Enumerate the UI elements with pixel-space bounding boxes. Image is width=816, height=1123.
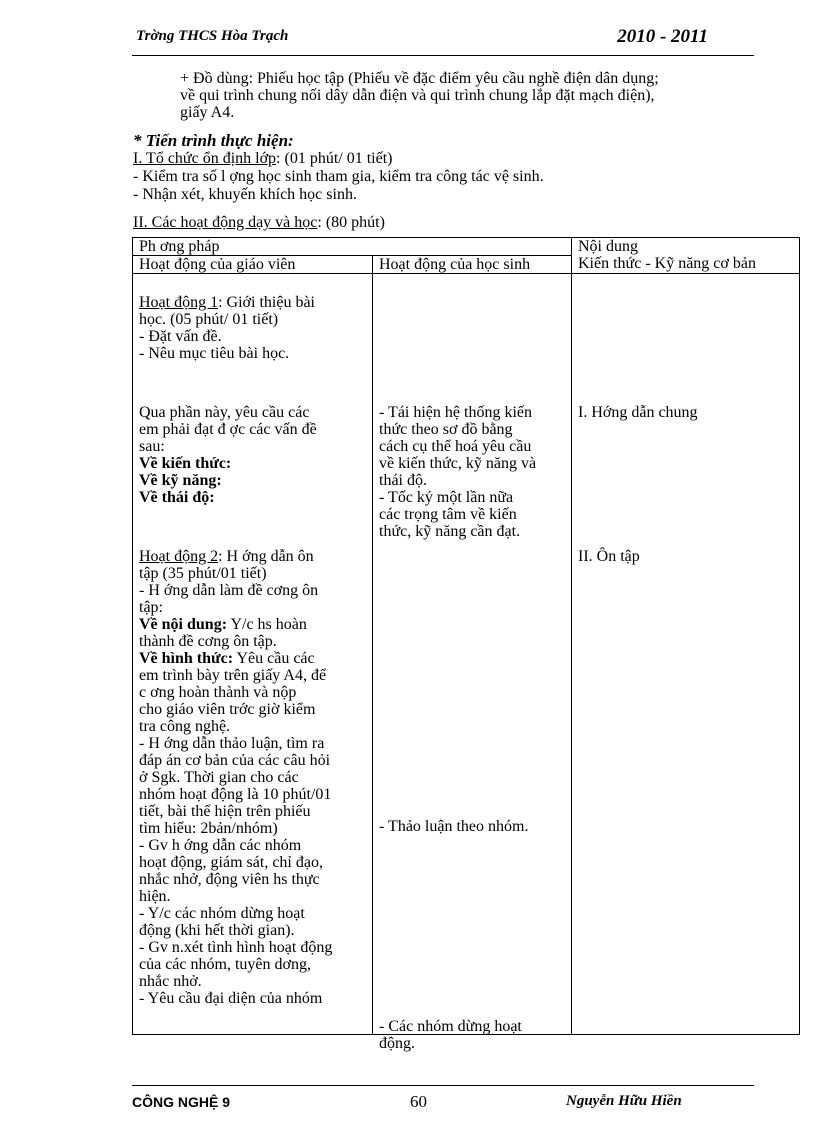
- activity-1-line: - Đặt vấn đề.: [139, 328, 222, 345]
- form-line: tra công nghệ.: [139, 718, 231, 735]
- activity-2-line: tập (35 phút/01 tiết): [139, 565, 267, 582]
- header-content-1: Nội dung: [578, 238, 638, 255]
- guide-line: ở Sgk. Thời gian cho các: [139, 769, 299, 786]
- activity-1-block: [139, 294, 366, 362]
- activity-2-block: [139, 548, 366, 1007]
- student-line: thức, kỹ năng cần đạt.: [379, 523, 521, 540]
- content-line-2: thành đề cơng ôn tập.: [139, 633, 277, 650]
- student-line: - Các nhóm dừng hoạt: [379, 1018, 522, 1035]
- header-teacher-cell: [133, 256, 373, 274]
- header-student-cell: [373, 256, 572, 274]
- activity-1-line: - Nêu mục tiêu bài học.: [139, 345, 290, 362]
- student-line: thái độ.: [379, 472, 427, 489]
- process-title: * Tiến trình thực hiện:: [133, 131, 294, 150]
- guide-line: nhắc nhở.: [139, 973, 202, 990]
- form-line: em trình bày trên giấy A4, để: [139, 667, 327, 684]
- header-student: Hoạt động của học sinh: [379, 256, 531, 273]
- guide-line: đáp án cơ bản của các câu hỏi: [139, 752, 331, 769]
- guide-line: - Yêu cầu đại diện của nhóm: [139, 990, 323, 1007]
- form-line: cho giáo viên trớc giờ kiểm: [139, 701, 316, 718]
- section-1-item-2: - Nhận xét, khuyến khích học sinh.: [133, 186, 357, 203]
- header-method: Ph ơng pháp: [139, 238, 220, 255]
- student-line: cách cụ thể hoá yêu cầu: [379, 438, 532, 455]
- form-label: Về hình thức:: [139, 650, 234, 667]
- student-block-2: [379, 818, 565, 835]
- section-1-time: : (01 phút/ 01 tiết): [276, 150, 393, 167]
- activity-2-title: Hoạt động 2: [139, 548, 219, 565]
- student-line: về kiến thức, kỹ năng và: [379, 455, 537, 472]
- student-column: [373, 274, 572, 1052]
- guide-line: hoạt động, giám sát, chỉ đạo,: [139, 854, 323, 871]
- goal-line: Qua phần này, yêu cầu các: [139, 404, 310, 421]
- form-line: c ơng hoàn thành và nộp: [139, 684, 297, 701]
- student-line: - Tốc ký một lần nữa: [379, 489, 514, 506]
- guide-line: động (khi hết thời gian).: [139, 922, 295, 939]
- footer-divider: [132, 1085, 754, 1086]
- materials-line-3: giấy A4.: [180, 104, 235, 121]
- guide-line: - Y/c các nhóm dừng hoạt: [139, 905, 305, 922]
- content-part-1: I. Hớng dẫn chung: [578, 404, 698, 421]
- activity-2-line: - H ớng dẫn làm đề cơng ôn: [139, 582, 319, 599]
- guide-line: nhắc nhở, động viên hs thực: [139, 871, 320, 888]
- guide-line: - H ớng dẫn thảo luận, tìm ra: [139, 735, 325, 752]
- content-rest: Y/c hs hoàn: [227, 616, 307, 633]
- header-content-2: Kiến thức - Kỹ năng cơ bản: [578, 255, 756, 272]
- student-line: thức theo sơ đồ bằng: [379, 421, 513, 438]
- content-label: Về nội dung:: [139, 616, 228, 633]
- goal-line: em phải đạt đ ợc các vấn đề: [139, 421, 317, 438]
- student-line: động.: [379, 1035, 415, 1052]
- activity-1-line: học. (05 phút/ 01 tiết): [139, 311, 279, 328]
- section-2-title: II. Các hoạt động dạy và học: [133, 214, 318, 231]
- goals-block: [139, 404, 366, 506]
- section-2-time: : (80 phút): [317, 214, 385, 231]
- activity-1-rest: : Giới thiệu bài: [218, 294, 315, 311]
- school-year: 2010 - 2011: [617, 26, 708, 47]
- page-number: 60: [410, 1092, 427, 1111]
- student-line: các trọng tâm về kiến: [379, 506, 517, 523]
- guide-line: - Gv h ớng dẫn các nhóm: [139, 837, 302, 854]
- goal-attitude: Về thái độ:: [139, 489, 215, 506]
- guide-line: hiện.: [139, 888, 171, 905]
- activity-2-rest: : H ớng dẫn ôn: [218, 548, 314, 565]
- guide-line: tiết, bài thể hiện trên phiếu: [139, 803, 311, 820]
- student-block-3: [379, 1018, 565, 1052]
- footer-subject: CÔNG NGHỆ 9: [132, 1094, 231, 1110]
- guide-line: tìm hiểu: 2bản/nhóm): [139, 820, 278, 837]
- teacher-column: [133, 274, 373, 1035]
- section-1-title: I. Tổ chức ổn định lớp: [133, 150, 277, 167]
- guide-line: - Gv n.xét tình hình hoạt động: [139, 939, 333, 956]
- form-rest: Yêu cầu các: [233, 650, 315, 667]
- section-1-heading: [133, 150, 392, 167]
- lesson-table: [132, 237, 800, 1052]
- goal-skill: Về kỹ năng:: [139, 472, 222, 489]
- materials-line-2: về qui trình chung nối dây dẫn điện và qui trình chung lắp đặt mạch điện),: [180, 87, 655, 104]
- header-method-cell: [133, 238, 572, 256]
- footer-author: Nguyễn Hữu Hiền: [566, 1093, 682, 1109]
- goal-line: sau:: [139, 438, 165, 455]
- section-1-item-1: - Kiểm tra số l ợng học sinh tham gia, kiểm tra công tác vệ sinh.: [133, 168, 544, 185]
- header-divider: [132, 55, 754, 56]
- goal-knowledge: Về kiến thức:: [139, 455, 232, 472]
- guide-line: của các nhóm, tuyên dơng,: [139, 956, 311, 973]
- student-line: - Thảo luận theo nhóm.: [379, 818, 529, 835]
- content-part-2: II. Ôn tập: [578, 548, 640, 565]
- student-block-1: [379, 404, 565, 540]
- guide-line: nhóm hoạt động là 10 phút/01: [139, 786, 332, 803]
- school-name: Trờng THCS Hòa Trạch: [136, 28, 289, 44]
- header-teacher: Hoạt động của giáo viên: [139, 256, 296, 273]
- materials-line-1: + Đồ dùng: Phiếu học tập (Phiếu về đặc điểm yêu cầu nghề điện dân dụng;: [180, 70, 659, 87]
- activity-1-title: Hoạt động 1: [139, 294, 219, 311]
- section-2-heading: [133, 214, 385, 231]
- student-line: - Tái hiện hệ thống kiến: [379, 404, 532, 421]
- header-content-cell: [572, 238, 800, 274]
- activity-2-line: tập:: [139, 599, 163, 616]
- content-column: [572, 274, 800, 1035]
